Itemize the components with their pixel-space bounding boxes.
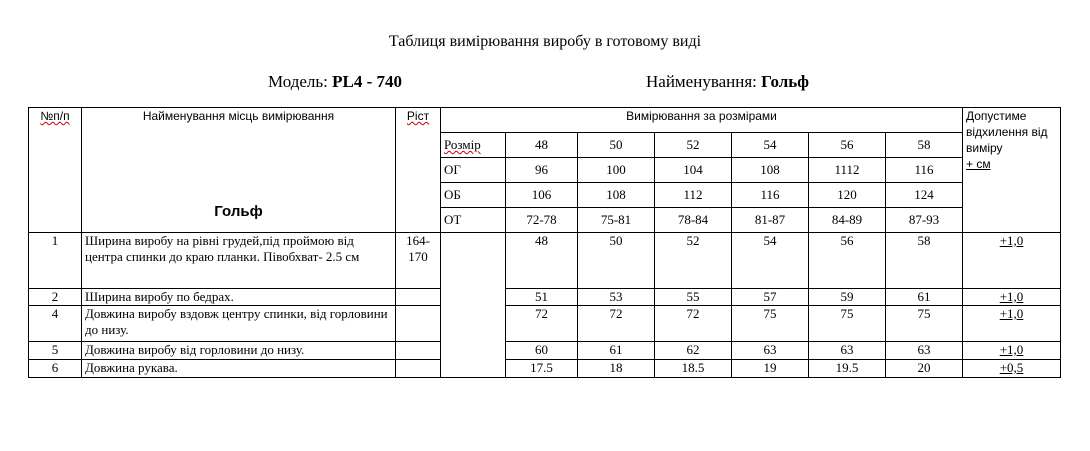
header-tolerance-label: Допустиме відхилення від виміру — [966, 109, 1048, 155]
value-cell: 72 — [578, 306, 655, 342]
size-cell: 120 — [809, 183, 886, 208]
tolerance-value: +1,0 — [999, 233, 1024, 248]
tolerance-value: +0,5 — [999, 360, 1024, 375]
value-cell: 72 — [506, 306, 578, 342]
document-title: Таблиця вимірювання виробу в готовому виді — [388, 33, 702, 50]
value-cell: 51 — [506, 289, 578, 306]
name-line — [646, 72, 809, 92]
value-cell: 53 — [578, 289, 655, 306]
size-cell: 106 — [506, 183, 578, 208]
header-product: Гольф — [214, 203, 263, 220]
value-cell: 57 — [732, 289, 809, 306]
size-cell: 104 — [655, 158, 732, 183]
row-tolerance — [963, 342, 1061, 360]
size-cell: 54 — [732, 133, 809, 158]
row-place: Довжина виробу від горловини до низу. — [82, 342, 396, 360]
header-tolerance — [963, 108, 1061, 233]
size-cell: 108 — [578, 183, 655, 208]
value-cell: 54 — [732, 233, 809, 289]
header-place — [82, 108, 396, 233]
size-cell: 48 — [506, 133, 578, 158]
size-cell: 87-93 — [886, 208, 963, 233]
value-cell: 63 — [886, 342, 963, 360]
size-row-label: ОГ — [441, 158, 506, 183]
value-cell: 75 — [732, 306, 809, 342]
size-cell: 112 — [655, 183, 732, 208]
row-place: Довжина виробу вздовж центру спинки, від горловини до низу. — [82, 306, 396, 342]
size-cell: 75-81 — [578, 208, 655, 233]
value-cell: 63 — [732, 342, 809, 360]
value-cell: 48 — [506, 233, 578, 289]
size-label-text: Розмір — [444, 137, 481, 152]
row-num: 1 — [29, 233, 82, 289]
size-row-label: ОБ — [441, 183, 506, 208]
row-height: 164-170 — [396, 233, 441, 289]
size-cell: 78-84 — [655, 208, 732, 233]
value-cell: 18 — [578, 360, 655, 378]
size-row-label — [441, 133, 506, 158]
size-row-label: ОТ — [441, 208, 506, 233]
size-cell: 72-78 — [506, 208, 578, 233]
value-cell: 20 — [886, 360, 963, 378]
row-height — [396, 360, 441, 378]
table-row — [29, 360, 1061, 378]
row-tolerance — [963, 233, 1061, 289]
model-label: Модель: — [268, 72, 328, 91]
row-place: Ширина виробу на рівні грудей,під проймою від центра спинки до краю планки. Півобхват- 2.5 см — [82, 233, 396, 289]
row-height — [396, 289, 441, 306]
header-measurements: Вимірювання за розмірами — [441, 108, 963, 133]
value-cell: 50 — [578, 233, 655, 289]
size-cell: 56 — [809, 133, 886, 158]
value-cell: 58 — [886, 233, 963, 289]
value-cell: 72 — [655, 306, 732, 342]
row-num: 2 — [29, 289, 82, 306]
name-value: Гольф — [761, 72, 810, 91]
name-label: Найменування: — [646, 72, 757, 91]
size-cell: 100 — [578, 158, 655, 183]
row-blank-cell — [441, 233, 506, 378]
value-cell: 17.5 — [506, 360, 578, 378]
size-cell: 58 — [886, 133, 963, 158]
size-cell: 124 — [886, 183, 963, 208]
row-tolerance — [963, 360, 1061, 378]
value-cell: 75 — [809, 306, 886, 342]
size-cell: 81-87 — [732, 208, 809, 233]
value-cell: 56 — [809, 233, 886, 289]
size-cell: 116 — [732, 183, 809, 208]
tolerance-value: +1,0 — [999, 306, 1024, 321]
header-place-label: Найменування місць вимірювання — [142, 109, 335, 123]
tolerance-value: +1,0 — [999, 289, 1024, 304]
table-row — [29, 306, 1061, 342]
header-num: №п/п — [29, 108, 82, 233]
size-cell: 116 — [886, 158, 963, 183]
row-tolerance — [963, 306, 1061, 342]
row-height — [396, 306, 441, 342]
table-row — [29, 233, 1061, 289]
value-cell: 62 — [655, 342, 732, 360]
model-line — [268, 72, 402, 92]
row-num: 4 — [29, 306, 82, 342]
row-tolerance — [963, 289, 1061, 306]
value-cell: 60 — [506, 342, 578, 360]
row-height — [396, 342, 441, 360]
model-value: PL4 - 740 — [332, 72, 402, 91]
size-cell: 108 — [732, 158, 809, 183]
value-cell: 75 — [886, 306, 963, 342]
size-cell: 1112 — [809, 158, 886, 183]
size-cell: 96 — [506, 158, 578, 183]
measurement-table — [28, 107, 1061, 378]
size-cell: 84-89 — [809, 208, 886, 233]
tolerance-value: +1,0 — [999, 342, 1024, 357]
row-place: Довжина рукава. — [82, 360, 396, 378]
header-tolerance-unit: + см — [966, 157, 991, 171]
value-cell: 52 — [655, 233, 732, 289]
table-row — [29, 342, 1061, 360]
value-cell: 55 — [655, 289, 732, 306]
value-cell: 63 — [809, 342, 886, 360]
value-cell: 19 — [732, 360, 809, 378]
header-height: Ріст — [396, 108, 441, 233]
row-place: Ширина виробу по бедрах. — [82, 289, 396, 306]
value-cell: 61 — [578, 342, 655, 360]
row-num: 6 — [29, 360, 82, 378]
table-row — [29, 289, 1061, 306]
row-num: 5 — [29, 342, 82, 360]
value-cell: 61 — [886, 289, 963, 306]
value-cell: 18.5 — [655, 360, 732, 378]
value-cell: 59 — [809, 289, 886, 306]
size-cell: 50 — [578, 133, 655, 158]
value-cell: 19.5 — [809, 360, 886, 378]
size-cell: 52 — [655, 133, 732, 158]
